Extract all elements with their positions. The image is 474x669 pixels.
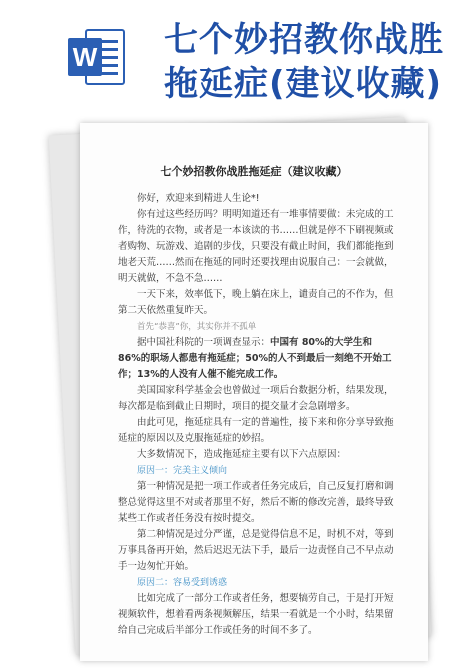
- paragraph-2: 一天下来，效率低下，晚上躺在床上，谴责自己的不作为，但第二天依然重复昨天。: [118, 289, 394, 316]
- document-body: [118, 191, 396, 639]
- document-title: 七个妙招教你战胜拖延症（建议收藏）: [160, 165, 348, 178]
- header-title-line-1: 七个妙招教你战胜: [164, 20, 444, 60]
- paragraph-3: [118, 335, 396, 383]
- reason-2-heading: 原因二：容易受到诱惑: [137, 578, 228, 588]
- paragraph-3-bold: 中国有 80%的大学生和 86%的职场人都患有拖延症；50%的人不到最后一刻绝不开始工作；13%的人没有人催不能完成工作。: [118, 337, 392, 380]
- quote-line: 首先“恭喜”你，其实你并不孤单: [137, 322, 257, 332]
- paragraph-8: 第二种情况是过分严谨，总是觉得信息不足，时机不对，等到万事具备再开始，然后迟迟无法下手，最后一边责怪自己不早点动手一边匆忙开始。: [118, 529, 394, 572]
- paragraph-3-prefix: 据中国社科院的一项调查显示：: [137, 337, 271, 348]
- paragraph-1: 你有过这些经历吗？明明知道还有一堆事情要做：未完成的工作，待洗的衣物，或者是一本该读的书……但就是停不下刷视频或者购物、玩游戏、追剧的步伐，只要没有截止时间，我们都能拖到地老天荒……然而在拖延的同时还要找理由说服自己：一会就做，明天就做，不急不急……: [118, 209, 394, 284]
- paragraph-7: 第一种情况是把一项工作或者任务完成后，自己反复打磨和调整总觉得这里不对或者那里不好，然后不断的修改完善，最终导致某些工作或者任务没有按时提交。: [118, 481, 394, 524]
- paragraph-5: 由此可见，拖延症具有一定的普遍性，接下来和你分享导致拖延症的原因以及克服拖延症的妙招。: [118, 417, 394, 444]
- paragraph-6: 大多数情况下，造成拖延症主要有以下六点原因：: [137, 449, 347, 460]
- greeting: 你好，欢迎来到精进人生论*!: [137, 193, 260, 204]
- paragraph-4: 美国国家科学基金会也曾做过一项后台数据分析，结果发现，每次都是临到截止日期时，项目的提交量才会急剧增多。: [118, 385, 394, 412]
- header-title-line-2: 拖延症(建议收藏): [164, 64, 443, 104]
- word-icon: [66, 24, 126, 90]
- document-page: [80, 123, 428, 661]
- reason-1-heading: 原因一：完美主义倾向: [137, 466, 228, 476]
- svg-text:W: W: [72, 42, 98, 72]
- header: [0, 0, 474, 108]
- paragraph-9: 比如完成了一部分工作或者任务，想要犒劳自己，于是打开短视频软件，想着看两条视频解压，结果一看就是一个小时，结果留给自己完成后半部分工作或任务的时间不多了。: [118, 593, 394, 636]
